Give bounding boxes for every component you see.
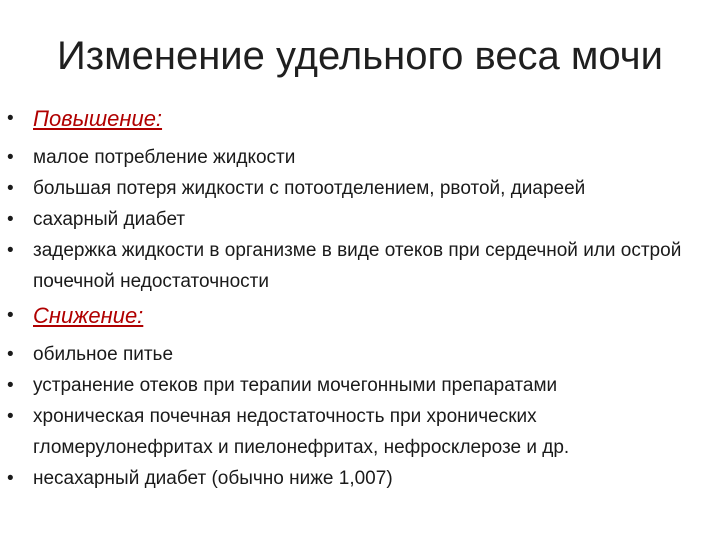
bullet-icon: •: [7, 108, 14, 129]
bullet-icon: •: [7, 178, 14, 199]
list-item-text: малое потребление жидкости: [33, 147, 296, 168]
list-item-text: большая потеря жидкости с потоотделением, рвотой, диареей: [33, 178, 586, 199]
list-item-text: хроническая почечная недостаточность при хронических гломерулонефритах и пиелонефритах, нефросклерозе и др.: [33, 406, 570, 458]
list-item: [6, 401, 706, 463]
list-item-text: сахарный диабет: [33, 209, 186, 230]
bullet-icon: •: [7, 240, 14, 261]
list-item-text: задержка жидкости в организме в виде отеков при сердечной или острой почечной недостаточности: [33, 240, 682, 292]
list-item: [6, 463, 706, 494]
bullet-icon: •: [7, 406, 14, 427]
section-heading-decrease: [6, 298, 706, 336]
bullet-icon: •: [7, 305, 14, 326]
bullet-icon: •: [7, 375, 14, 396]
bullet-icon: •: [7, 209, 14, 230]
bullet-icon: •: [7, 147, 14, 168]
bullet-icon: •: [7, 344, 14, 365]
list-item-text: несахарный диабет (обычно ниже 1,007): [33, 468, 393, 489]
heading-text: Снижение:: [33, 303, 144, 328]
section-heading-increase: [6, 101, 706, 139]
list-item: [6, 204, 706, 235]
list-item-text: устранение отеков при терапии мочегонными препаратами: [33, 375, 558, 396]
list-item-text: обильное питье: [33, 344, 174, 365]
list-item: [6, 370, 706, 401]
bullet-icon: •: [7, 468, 14, 489]
heading-text: Повышение:: [33, 106, 163, 131]
list-item: [6, 235, 706, 297]
list-item: [6, 142, 706, 173]
list-item: [6, 339, 706, 370]
list-item: [6, 173, 706, 204]
bullet-list: [6, 98, 706, 494]
slide-title: Изменение удельного веса мочи: [57, 34, 663, 78]
